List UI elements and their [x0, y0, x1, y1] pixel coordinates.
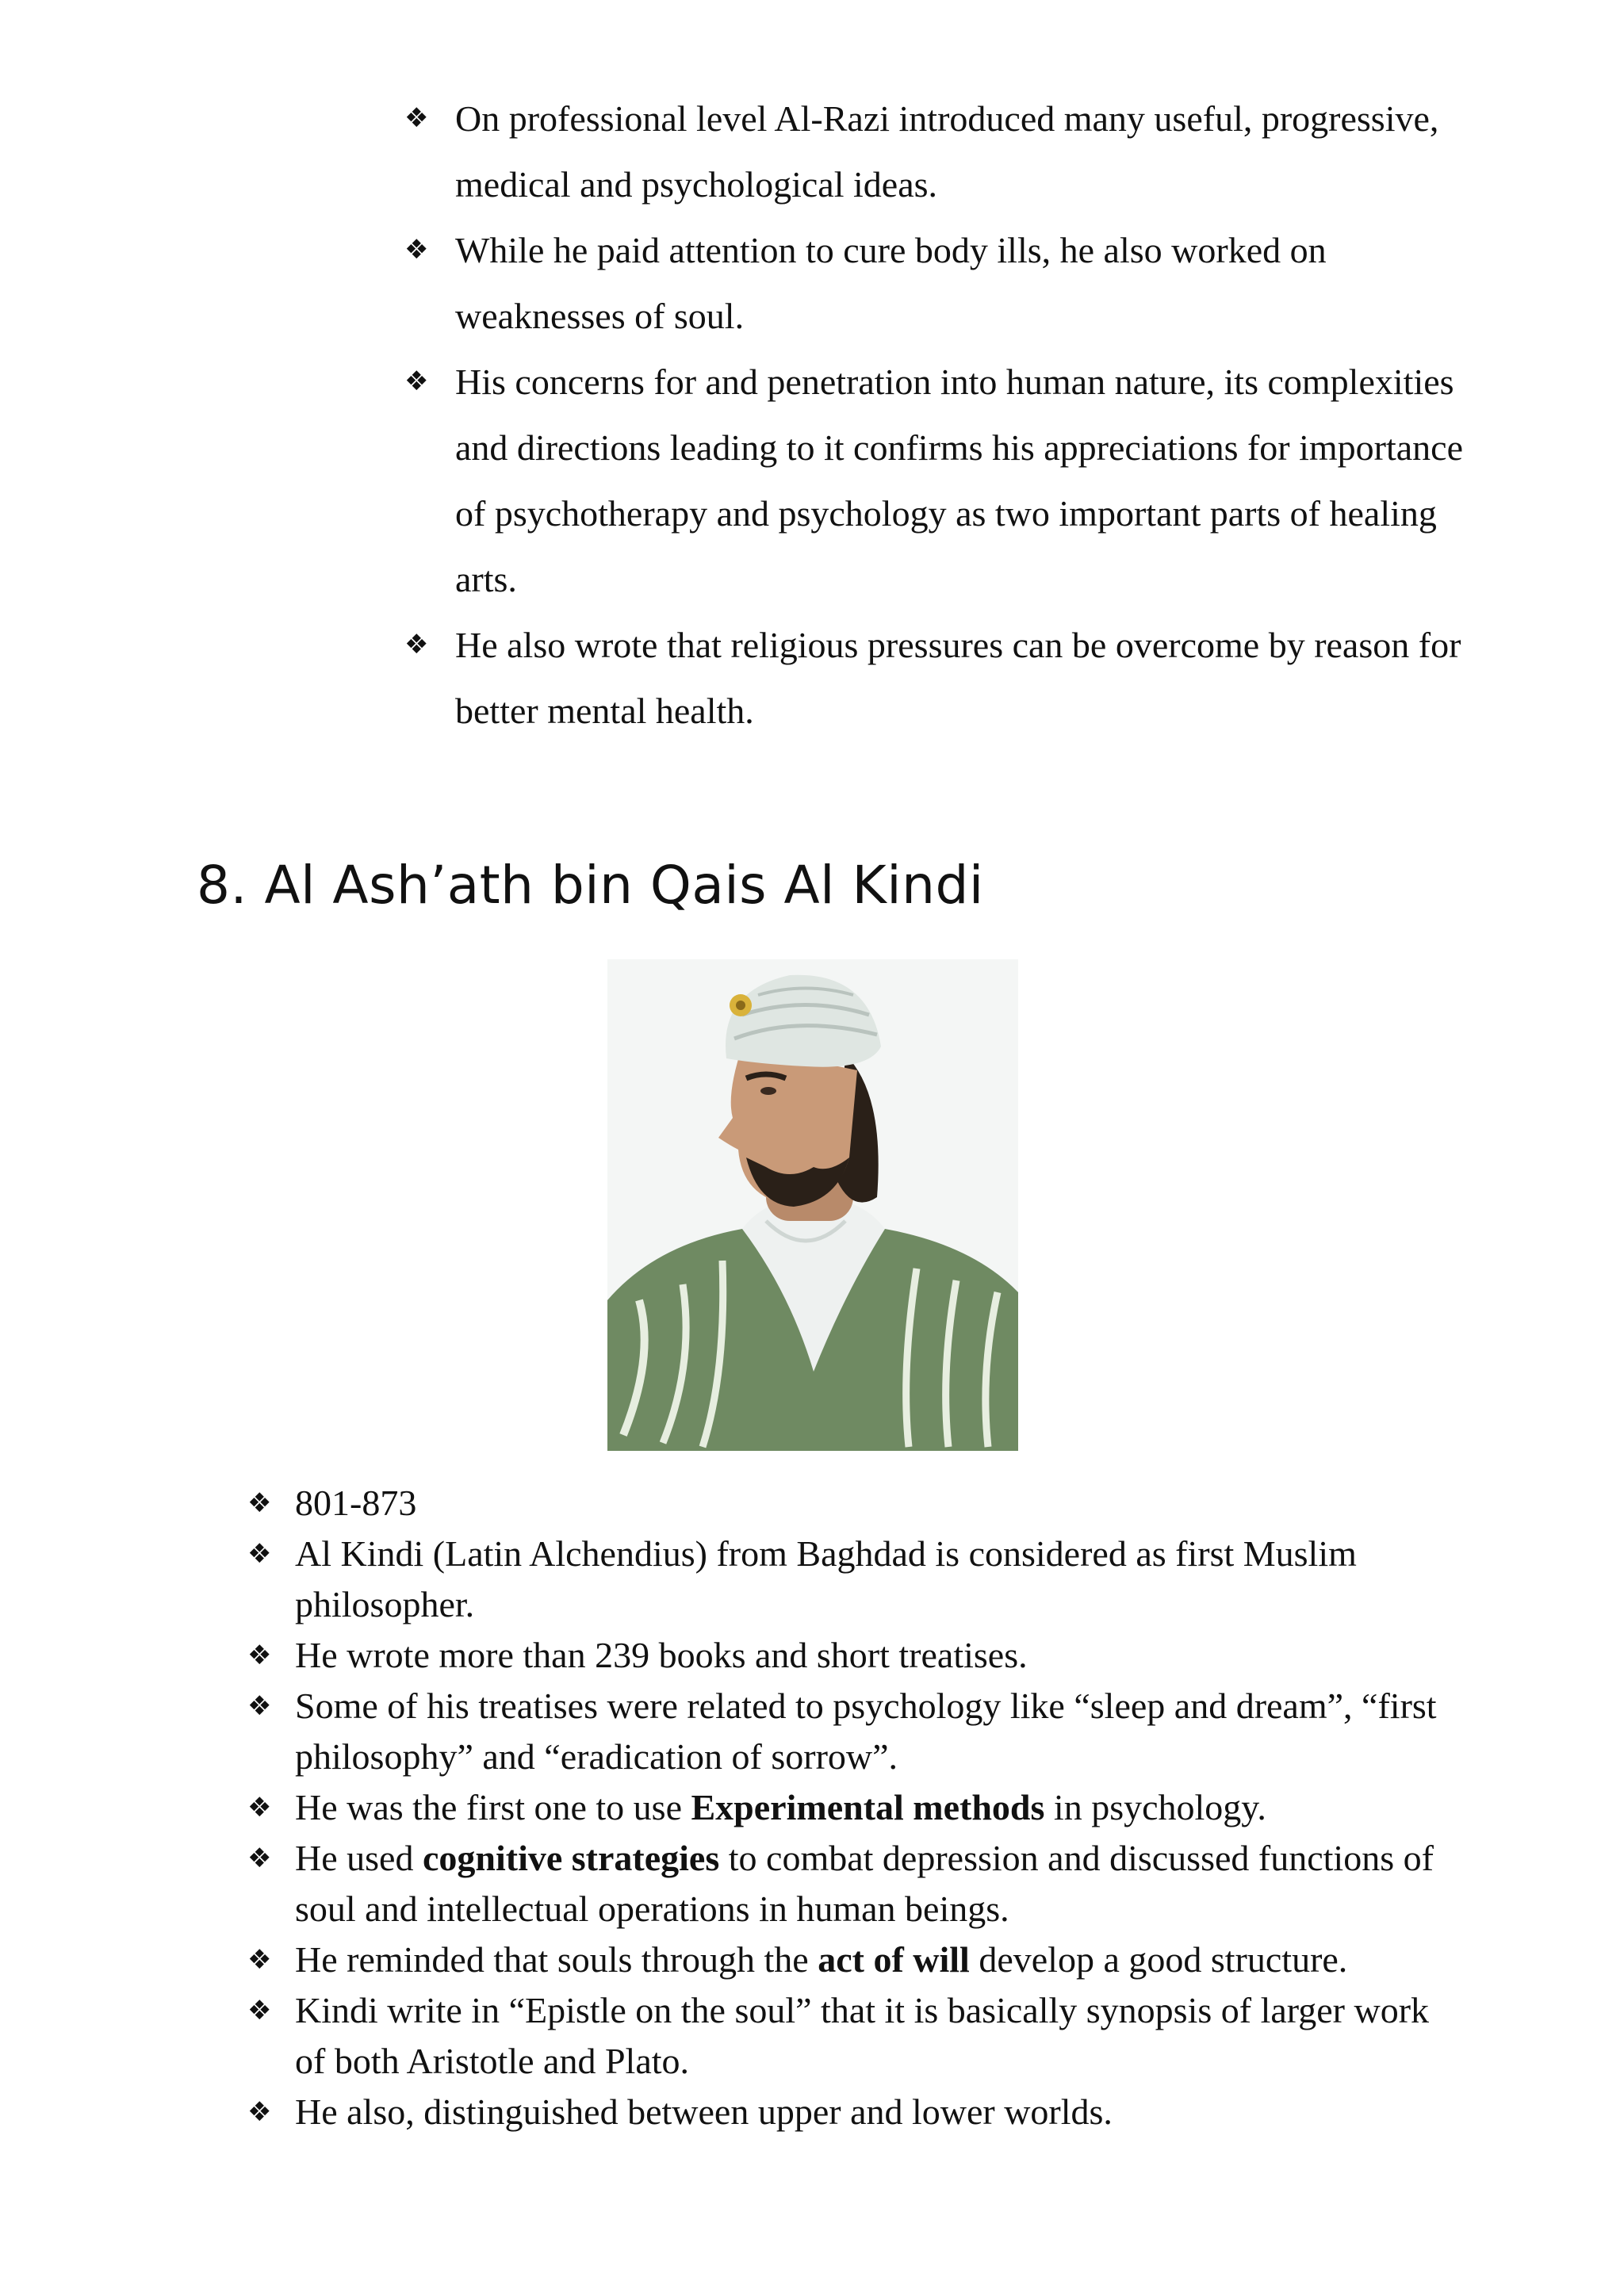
list-item	[404, 86, 1499, 217]
bullet-text-pre: He used	[295, 1838, 423, 1878]
diamond-bullet-icon: ❖	[247, 1640, 272, 1671]
diamond-bullet-icon: ❖	[404, 102, 429, 134]
kindi-bullet-list	[247, 1478, 1437, 2137]
list-item	[404, 612, 1499, 744]
bullet-text-pre: He reminded that souls through the	[295, 1939, 818, 1980]
diamond-bullet-icon: ❖	[404, 365, 429, 397]
diamond-bullet-icon: ❖	[247, 1843, 272, 1874]
list-item	[247, 2087, 1437, 2137]
bullet-text: He wrote more than 239 books and short treatises.	[295, 1635, 1028, 1675]
list-item	[247, 1833, 1437, 1934]
bullet-text-post: in psychology.	[1044, 1787, 1266, 1827]
list-item	[247, 1782, 1437, 1833]
list-item	[247, 1681, 1437, 1782]
bullet-text: He also, distinguished between upper and lower worlds.	[295, 2091, 1113, 2132]
diamond-bullet-icon: ❖	[247, 1487, 272, 1519]
bullet-text: Al Kindi (Latin Alchendius) from Baghdad is considered as first Muslim philosopher.	[295, 1533, 1357, 1624]
bullet-text-post: to combat depression and discussed functions of soul and intellectual operations in human beings.	[295, 1838, 1434, 1929]
list-item	[247, 1630, 1437, 1681]
bullet-text-pre: He was the first one to use	[295, 1787, 691, 1827]
diamond-bullet-icon: ❖	[247, 1538, 272, 1570]
bullet-text: Kindi write in “Epistle on the soul” that it is basically synopsis of larger work of both Aristotle and Plato.	[295, 1990, 1430, 2081]
list-item	[404, 217, 1499, 349]
section-heading: 8. Al Ash’ath bin Qais Al Kindi	[197, 855, 984, 916]
diamond-bullet-icon: ❖	[247, 1944, 272, 1976]
bold-term: act of will	[818, 1939, 970, 1980]
bullet-text-post: develop a good structure.	[969, 1939, 1348, 1980]
bullet-text: His concerns for and penetration into human nature, its complexities and directions leading to it confirms his appreciations for importance of psychotherapy and psychology as two important parts of healing arts.	[455, 362, 1464, 599]
list-item	[247, 1529, 1437, 1630]
diamond-bullet-icon: ❖	[247, 1690, 272, 1722]
diamond-bullet-icon: ❖	[247, 1995, 272, 2026]
diamond-bullet-icon: ❖	[404, 629, 429, 660]
list-item	[404, 349, 1499, 612]
bullet-text: While he paid attention to cure body ills, he also worked on weaknesses of soul.	[455, 230, 1327, 336]
bullet-text: He also wrote that religious pressures can be overcome by reason for better mental health.	[455, 625, 1461, 731]
bullet-text: 801-873	[295, 1483, 417, 1523]
razi-bullet-list	[404, 86, 1499, 744]
bold-term: cognitive strategies	[422, 1838, 720, 1878]
list-item	[247, 1934, 1437, 1985]
diamond-bullet-icon: ❖	[247, 2096, 272, 2128]
diamond-bullet-icon: ❖	[404, 234, 429, 266]
bold-term: Experimental methods	[691, 1787, 1045, 1827]
portrait-illustration-icon	[607, 959, 1018, 1451]
list-item	[247, 1985, 1437, 2087]
bullet-text: Some of his treatises were related to psychology like “sleep and dream”, “first philosophy” and “eradication of sorrow”.	[295, 1686, 1437, 1777]
diamond-bullet-icon: ❖	[247, 1792, 272, 1823]
list-item	[247, 1478, 1437, 1529]
bullet-text: On professional level Al-Razi introduced many useful, progressive, medical and psychological ideas.	[455, 98, 1439, 205]
